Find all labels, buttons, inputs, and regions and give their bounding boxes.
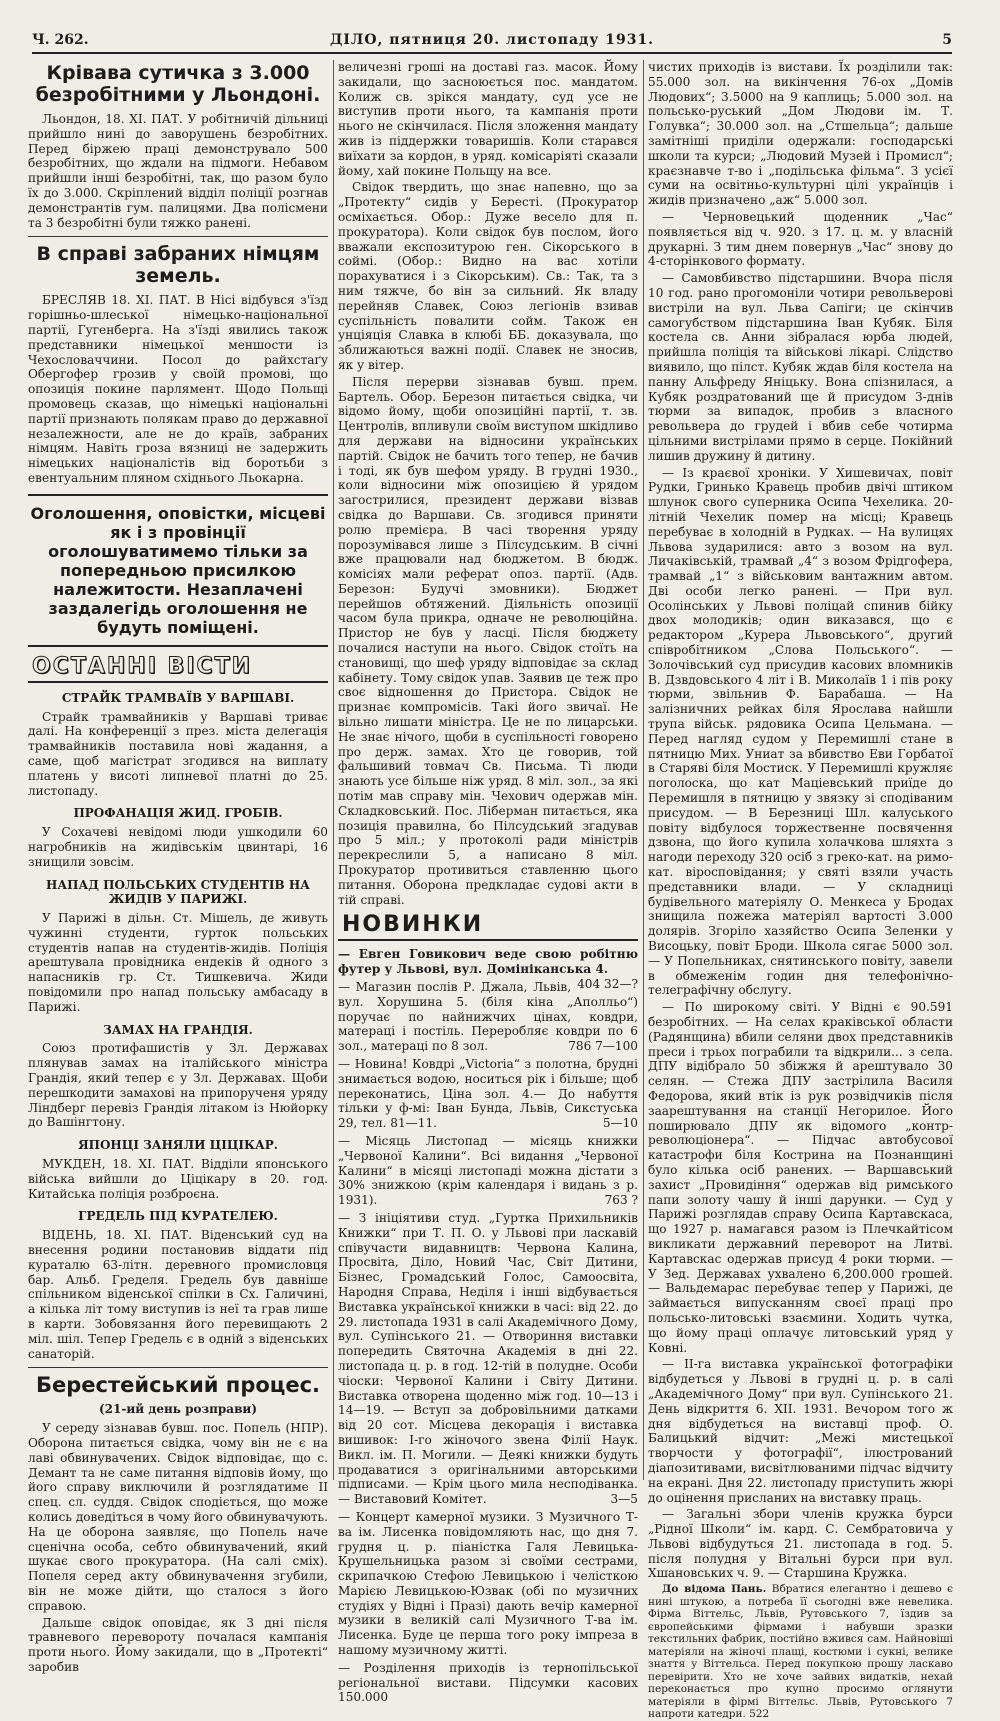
article-subtitle: (21-ий день розправи)	[99, 1402, 257, 1417]
page-number: 5	[942, 32, 952, 48]
article-title: Крівава сутичка з 3.000 безробітними у Льондоні.	[35, 62, 321, 106]
article-text: Свідок твердить, що знає напевно, що за „Протекту“ сидів у Бересті. (Прокуратор осміхається. Обор.: Дуже весело для п. прокуратора). Коли свідок був послом, його вважали експозитурою ген. Сікорського в соймі. (Обор.: Видно на вас хотіли порахуватися і з Сікорським). Св.: Так, та з ним тяжче, бо він за сильний. Як владу перейняв Славек, Союз легіонів взивав суспільність повалити сойм. Також ен унціяція Славка в клюбі ББ. доказувала, що зближаються важні події. Славек не зносив, як у вітер.	[338, 180, 638, 372]
ad-text: Вбратися елегантно і дешево є нині штукою, а потреба її сьогодні вже невелика. Фірма Віттельс, Львів, Рутовського 7, їздив за європейськими фірмами і набувши зразки текстильних фабрик, постійно вжився сам. Найновіші матеріяли на жіночі плащі, костюми і сукні, велике знаття у Віттельса. Перед покупкою прошу ласкаво перевірити. Хто не хоче зайвих видатків, нехай переконається про купно просимо оглянути матеріяли в фірмі Віттельс. Львів, Рутовського 7 напроти катедри.	[648, 1583, 953, 1721]
column-divider	[643, 60, 644, 1480]
news-title: ЗАМАХ НА ГРАНДІЯ.	[103, 1022, 253, 1037]
news-item: — Із краєвої хроніки. У Хишевичах, повіт Рудки, Гринько Кравець пробив двічі штиком шлунок свого суперника Осипа Чехелика. 20-літній Чехелик помер на місці; Кравець перебуває в холодній в Рудках. — На вулицях Львова зударилися: авто з возом на вул. Личаківській, трамвай „4“ з возом Фрідгофера, трамвай „1“ з військовим вантажним автом. Дві особи легко ранені. — При вул. Осолінських у Львові поліцай спинив бійку двох молодиків; один виказався, що є редактором „Курера Львовського“, другий співробітником „Слова Польського“. — Золочівський суд присудив касових вломників В. Дзвдовського 4 літ і В. Миколаїв 1 і пів року тюрми, звільнив Ф. Барабаша. — На залізничних рейках біля Ярослава найшли трупа військ. рядовика Осипа Цельмана. — Перед нагляд судом у Перемишлі стане в пятницю Мих. Униат за вбивство Еви Горбатої в Старяві біля Мостиск. У Перемишлі кружляє поголоска, що кат Маціевський приїде до Перемишля в пятницю у звязку зі сподіваним присудом. — В Березниці Шл. калуського повіту відбулося торжественне посвячення дзвона, що його купила холачкова шляхта з нагоди переходу 320 осіб з греко-кат. на римо-кат. віросповідання; у святі взяли участь представники влади. — У складниці будівельного матеріялу О. Менкеса у Бродах знищила пожежа матеріял вартості 3.000 долярів. Згоріло хазяйство Осипа Зеленки у Висоцьку, повіт Броди. Школа сягає 5000 зол. — У Попельниках, снятинського повіту, завели в обмеженім годин дня телефонічно-телеграфічну обслугу.	[648, 465, 953, 998]
news-title: ПРОФАНАЦІЯ ЖИД. ГРОБІВ.	[73, 806, 283, 821]
news-text: У Парижі в дільн. Ст. Мішель, де живуть чужинні студенти, гурток польських студентів напав на студентів-жидів. Поліція арештувала провідника ендеків й одного з напасників гр. Ст. Тишкевича. Жиди повідомили про напад польську амбасаду в Парижі.	[28, 911, 328, 1014]
news-text: ВІДЕНЬ, 18. XI. ПАТ. Віденський суд на внесення родини постановив віддати під кураталю 63-літн. деревного промисловця бар. Альб. Гределя. Гредель був давніше спільником віденської спілки в Сх. Галичині, а кілька літ тому виступив із неї та грав лише в карти. Зобовязання його перевищають 2 міл. шіл. Тепер Гредель є в одній з віденських санаторій.	[28, 1228, 328, 1361]
ad-item: — Концерт камерної музики. З Музичного Т-ва ім. Лисенка повідомляють нас, що дня 7. грудня ц. р. піаністка Галя Левицька-Крушельницька разом зі своїми сестрами, скрипачкою Стефою Левицькою і челісткою Марією Левицькою-Юзвак (обі по музичних студіях у Відні і Празі) дають вечір камерної музики в великій салі Музичного Т-ва ім. Лисенка. Буде це перша того року імпреза в нашому музичному житті.	[338, 1509, 638, 1658]
news-title: ЯПОНЦІ ЗАНЯЛИ ЦІЦІКАР.	[78, 1138, 278, 1153]
page-header	[32, 30, 952, 54]
latest-news-banner: ОСТАННІ ВІСТИ	[28, 653, 328, 683]
news-text: Союз протифашистів у Зл. Державах плянував замах на італійського міністра Грандія, який тепер є у Зл. Державах. Щоби перешкодити замахові на припорученя уряду Ліндберг перевіз Грандія літаком із Нюйорку до Вашінгтону.	[28, 1041, 328, 1130]
article-text: чистих приходів із вистави. Їх розділили так: 55.000 зол. на викінчення 76-ох „Домів Людових“; 3.5000 на 9 каплиць; 5.000 зол. на польсько-руський „Дом Людови ім. Т. Голувка“; 30.000 зол. на „Стшельца“; дальше замітніші приділи одержали: господарські школи та курси; „Людовий Музей і Промисл“; краєзнавче т-во і „подільська фільма“. З усієї суми на освітньо-культурні цілі українців і жидів призначено „аж“ 5.000 зол.	[648, 60, 953, 208]
ad-item: — Магазин послів Р. Джала, Львів, вул. Хорушина 5. (біля кіна „Аполльо“) поручає по найнижчих цінах, ковдри, матераці і постіль. Переробляє ковдри по 6 зол., матераці по 8 зол. 786 7—100	[338, 980, 638, 1054]
article-text: Льондон, 18. XI. ПАТ. У робітничій дільниці прийшло нині до заворушень безробітних. Перед біржею праці демонструвало 500 безробітних, що ждали на підмоги. Небавом прийшли інші безробітні, так, що разом було їх до 3.000. Скріплений відділ поліції розгнав демонстрантів гум. палицями. Два полісмени та 3 безробітні були тяжко ранені.	[28, 112, 328, 230]
ad-notice: Оголошення, оповістки, місцеві як і з провінції оголошуватимемо тільки за попередньою присилкою належитости. Незаплачені заздалегідь оголошення не будуть поміщені.	[28, 494, 328, 647]
article-text: величезні гроші на доставі газ. масок. Йому закидали, що засноюється пос. мандатом. Колиж св. зрікся мандату, суд усе не виступив проти нього, та кампанія проти нього не скінчилася. Після зложення мандату жив із піддержки товаришів. Коли старався виїхати за кордон, в уряд. комісаріяті сказали йому, хай покине Польщу на все.	[338, 60, 638, 178]
news-text: Страйк трамвайників у Варшаві триває далі. На конференції з през. міста делегація трамвайників поставила нові жадання, а саме, щоб магістрат згодився на виплату платень у висоті липневої платні до 25. листопаду.	[28, 709, 328, 798]
ad-item: — З ініціятиви студ. „Гуртка Прихильників Книжки“ при Т. П. О. у Львові при ласкавій співучасти видавництв: Червона Калина, Просвіта, Діло, Новий Час, Світ Дитини, Бізнес, Громадський Голос, Самоосвіта, Народня Справа, Неділя і інші відбувається Виставка української книжки в часі: від 22. до 29. листопада 1931 в салі Академічного Дому, вул. Супінського 21. — Отвориння виставки попередить Святочна Академія в дні 22. листопада ц. р. в год. 12-тій в полудне. Особи чіоски: Червоної Калини і Світу Дитини. Виставка отворена щоденно між год. 10—13 і 14—19. — Вступ за добровільними датками від 20 сот. Місцева декорація і виставка вишивок: I-го жіночого звена Філії Наук. Викл. ім. П. Могили. — Деякі книжки будуть продаватися з оригінальними авторськими підписами. — Крім цього мила несподіванка. — Виставовий Комітет. 3—5	[338, 1210, 638, 1507]
ad-code: 522	[749, 1708, 770, 1721]
news-title: СТРАЙК ТРАМВАЇВ У ВАРШАВІ.	[61, 690, 295, 705]
ad-item: — Розділення приходів із тернопільської регіональної вистави. Підсумки касових 150.000	[338, 1660, 638, 1705]
issue-number: Ч. 262.	[32, 32, 89, 48]
column-divider	[333, 60, 334, 1480]
news-item: — Загальні збори членів кружка бурси „Рідної Школи“ ім. кард. С. Сембратовича у Львові відбудуться 21. листопада в год. 5. після полудня у Вітальні бурси при вул. Хшановських ч. 9. — Старшина Кружка.	[648, 1507, 953, 1581]
news-item: — По широкому світі. У Відні є 90.591 безробітних. — На селах краківської области (Радянщина) вбили селяни двох представників преси і трьох пограбили та відкрили... з села. ДПУ відібрало 50 збіжжя й арештувало 30 селян. — Стежа ДПУ застрілила Василя Федорова, який втік із рук розвідчиків після заарештування на станції Негорилое. Його поширювало ДПУ як відомого „контр-революціонера“. — Підчас автобусової катастрофи біля Кострина на Познанщині було кілька осіб ранених. — Варшавський захист „Провидіння“ одержав від римського папи золоту чашу й інші дарунки. — Суд у Парижі розглядав справу Осипа Картавскаса, що 1927 р. намагався разом із Плечкайтісом викликати державний переворот на Литві. Картавскас одержав присуд 4 роки тюрми. — У Зед. Державах ухвалено 6,200.000 грошей. — Вальдемарас перебуває тепер у Парижі, де займається випусканням своєї праці про польсько-литовські взаємини. Ходить чутка, що йому праці оплачує литовський уряд у Ковні.	[648, 1000, 953, 1355]
column-1	[28, 60, 328, 1674]
article-text: БРЕСЛЯВ 18. XI. ПАТ. В Нісі відбувся з'їзд горішньо-шлеської німецько-національної партії, Гугенберга. На з'їзді явились також представники німецької меншости із Чехословаччини. Посол до райхстаґу Обергофер грозив у своїй промові, що опозиція покине парлямент. Щодо Польщі промовець сказав, що німецькі національні партії признають полякам право до державної незалежности, але не до країв, забраних німцям. Навіть гроза вязниці не задержить німецьких націоналістів від боротьби з евентуальним пляном східнього Льокарна.	[28, 293, 328, 485]
ad-title: До відома Пань.	[662, 1583, 767, 1596]
news-text: У Сохачеві невідомі люди ушкодили 60 нагробників на жидівськім цвинтарі, 16 знищили зовсім.	[28, 825, 328, 869]
ad-item: — Евген Говикович веде свою робітню футер у Львові, вул. Домініканська 4. 404 32—?	[338, 947, 638, 992]
article-text: У середу зізнавав бувш. пос. Попель (НПР). Оборона питається свідка, чому він не є на лаві обвинувачених. Свідок відповідає, що с. Демант та не саме питання відповів йому, що його справу виключили й розглядатиме II спец. сл. суддя. Свідок сподіється, що може колись доведіться в чому його обвинувачують. На це оборона заявляє, що Попель наче сценічна особа, себто обвинувачений, який шукає свого прокуратора. (На салі сміх). Попеля серед акту обвинувачення згубили, він не може дійти, що сталося з його справою.	[28, 1421, 328, 1613]
news-item: — Самовбивство підстаршини. Вчора після 10 год. рано прогомоніли чотири револьверові вистріли на вул. Льва Сапіги; це скінчив самогубством підстаршина Іван Кубяк. Біля костела св. Анни зібралася юрба людей, прийшла поліція та військові лікарі. Слідство виявило, що пілст. Кубяк ждав біля костела на панну Альфреду Яніцьку. Вона спізнилася, а Кубяк роздратований ще й присудом 3-днів тюрми за випадок, пробив з власного револьвера до грудей і вбив себе чотирма цільними вистрілами прямо в серце. Покійний лишив дружину й дитину.	[648, 271, 953, 463]
novelties-banner: НОВИНКИ	[338, 911, 638, 941]
divider	[28, 1367, 328, 1368]
article-text: Після перерви зізнавав бувш. прем. Бартель. Обор. Березон питається свідка, чи відомо йому, щоби опозиційні партії, т. зв. Центролів, впливули своїм виступом шкідливо для держави на відносини українських партій. Свідок не бачить того тепер, не бачив і тоді, як був шефом уряду. В грудні 1930., коли відносини між опозицією й урядом загострилися, президент держави візвав свідка до Варшави. Св. згодився приняти ролю премієра. В часі творення уряду порозумівався лише з Пілсудським. В січні вже працювали над бюджетом. В бюдж. комісіях мали реферат опоз. партії. (Адв. Березон: Будучі змовники). Бюджет перейшов обтяжений. Діяльність опозиції часом була прикра, одначе не революційна. Пристор не був у ласці. Після бюджету почалися наступи на нього. Свідок стоїть на становищі, що шеф уряду відповідає за склад кабінету. Тому свідок упав. Заявив це теж про своє відношення до Пристора. Свідок не признає компромісів. Такі його звичаї. Не вільно лишати міністра. Це не по лицарськи. Не знає нічого, щоби в суспільності говорено про держ. замах. Хто це говорив, той фальшивий товмач Св. Письма. Ті люди знають усе більше ніж уряд. 8 міл. зол., за які потім мав справу мін. Чехович одержав мін. Складковський. Пос. Ліберман питається, яка позиція правилна, бо Пілсудський згадував про 5 міл.; у протоколі ради міністрів перекреслили 5, а написано 8 міл. Прокуратор противиться ставленню цього питання. Оборона предкладає судові акти в тій справі.	[338, 374, 638, 907]
article-title: Берестейський процес.	[35, 1373, 321, 1398]
news-item: — II-га виставка української фотографіки відбудеться у Львові в грудні ц. р. в салі „Академічного Дому“ при вул. Супінського 21. День відкриття 6. XII. 1931. Вечором того ж дня відбудеться на виставці проф. О. Балицький відчит: „Межі мистецької творчости у фотографії“, ілюстрований діапозитивами, висвітлюваними підчас відчиту на екрані. Дня 22. листопаду приступить жюрі до оцінення присланих на виставку праць.	[648, 1357, 953, 1505]
ad-item: — Місяць Листопад — місяць книжки „Червоної Калини“. Всі видання „Червоної Калини“ в місяці листопаді можна дістати з 30% знижкою (крім календаря і видань з р. 1931). 763 ?	[338, 1133, 638, 1208]
ad-item: — Новина! Ковдрі „Victoria“ з полотна, брудні знимається водою, носиться рік і більше; щоб переконатись, Ціна зол. 4.— До набуття тільки у ф-мі: Іван Бунда, Львів, Сикстуська 29, тел. 81—11. 5—10	[338, 1057, 638, 1131]
column-3	[648, 60, 953, 1721]
column-2	[338, 60, 638, 1705]
news-text: МУКДЕН, 18. XI. ПАТ. Відділи японського війська вийшли до Ціцікару в 20. год. Китайська поліція розброєна.	[28, 1157, 328, 1201]
article-title: В справі забраних німцям земель.	[36, 243, 320, 288]
news-title: НАПАД ПОЛЬСЬКИХ СТУДЕНТІВ НА ЖИДІВ У ПАРИЖІ.	[46, 877, 310, 907]
advertisement	[648, 1583, 953, 1721]
news-item: — Черновецький щоденник „Час“ появляється від ч. 920. з 17. ц. м. у власній друкарні. З тим днем повернув „Час“ знову до 4-сторінкового формату.	[648, 209, 953, 269]
divider	[28, 236, 328, 237]
masthead: ДІЛО, пятниця 20. листопаду 1931.	[329, 32, 655, 48]
news-title: ГРЕДЕЛЬ ПІД КУРАТЕЛЕЮ.	[78, 1209, 278, 1224]
article-text: Дальше свідок оповідає, як 3 дні після травневого перевороту почалася кампанія проти нього. Йому закидали, що в „Протекті“ заробив	[28, 1615, 328, 1674]
